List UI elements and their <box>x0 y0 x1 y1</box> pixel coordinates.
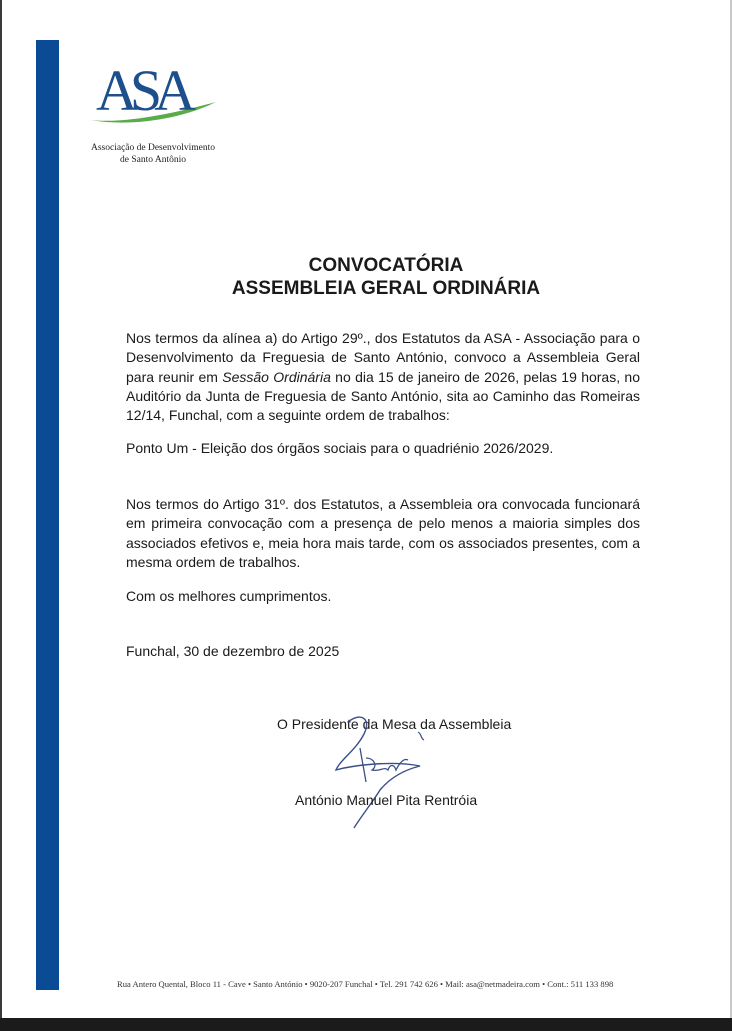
letterhead-footer: Rua Antero Quental, Bloco 11 - Cave • Santo António • 9020-207 Funchal • Tel. 291 742 626 • Mail: asa@netmadeira.com • Cont.: 511 133 898 <box>117 979 614 989</box>
closing-text: Com os melhores cumprimentos. <box>126 588 332 604</box>
convocation-text-1: Nos termos da alínea a) do Artigo 29º., dos Estatutos da ASA - Associação para o Desenvolvimento da Freguesia de Santo António, convoco a Assembleia Geral para reunir em <box>126 330 640 385</box>
document-subtitle: ASSEMBLEIA GERAL ORDINÁRIA <box>231 278 541 299</box>
agenda-item: Ponto Um - Eleição dos órgãos sociais para o quadriénio 2026/2029. <box>126 440 554 456</box>
logo-caption-line1: Associação de Desenvolvimento <box>91 143 215 153</box>
bottom-border <box>0 1018 732 1031</box>
handwritten-signature-icon <box>320 700 460 830</box>
asa-logo <box>78 58 228 172</box>
signatory-role: O Presidente da Mesa da Assembleia <box>277 716 512 732</box>
logo-caption <box>78 142 228 166</box>
letterhead-side-bar <box>36 40 59 990</box>
quorum-paragraph: Nos termos do Artigo 31º. dos Estatutos, a Assembleia ora convocada funcionará em primeira convocação com a presença de pelo menos a maioria simples dos associados efetivos e, meia hora mais tarde, com os associados presentes, com a mesma ordem de trabalhos. <box>126 496 640 570</box>
convocation-paragraph <box>126 329 640 425</box>
page-left-edge <box>0 0 2 1018</box>
place-date: Funchal, 30 de dezembro de 2025 <box>126 643 340 659</box>
logo-acronym-text: ASA <box>96 58 189 123</box>
logo-caption-line2: de Santo Antônio <box>120 155 186 165</box>
convocation-text-2: no dia 15 de janeiro de 2026, pelas 19 horas, no Auditório da Junta de Freguesia de Santo António, sita ao Caminho das Romeiras 12/14, Funchal, com a seguinte ordem de trabalhos: <box>126 368 641 424</box>
document-title: CONVOCATÓRIA <box>308 255 464 276</box>
logo-acronym <box>96 58 189 123</box>
signatory-name: António Manuel Pita Rentróia <box>295 792 478 808</box>
session-type: Sessão Ordinária <box>222 368 331 385</box>
